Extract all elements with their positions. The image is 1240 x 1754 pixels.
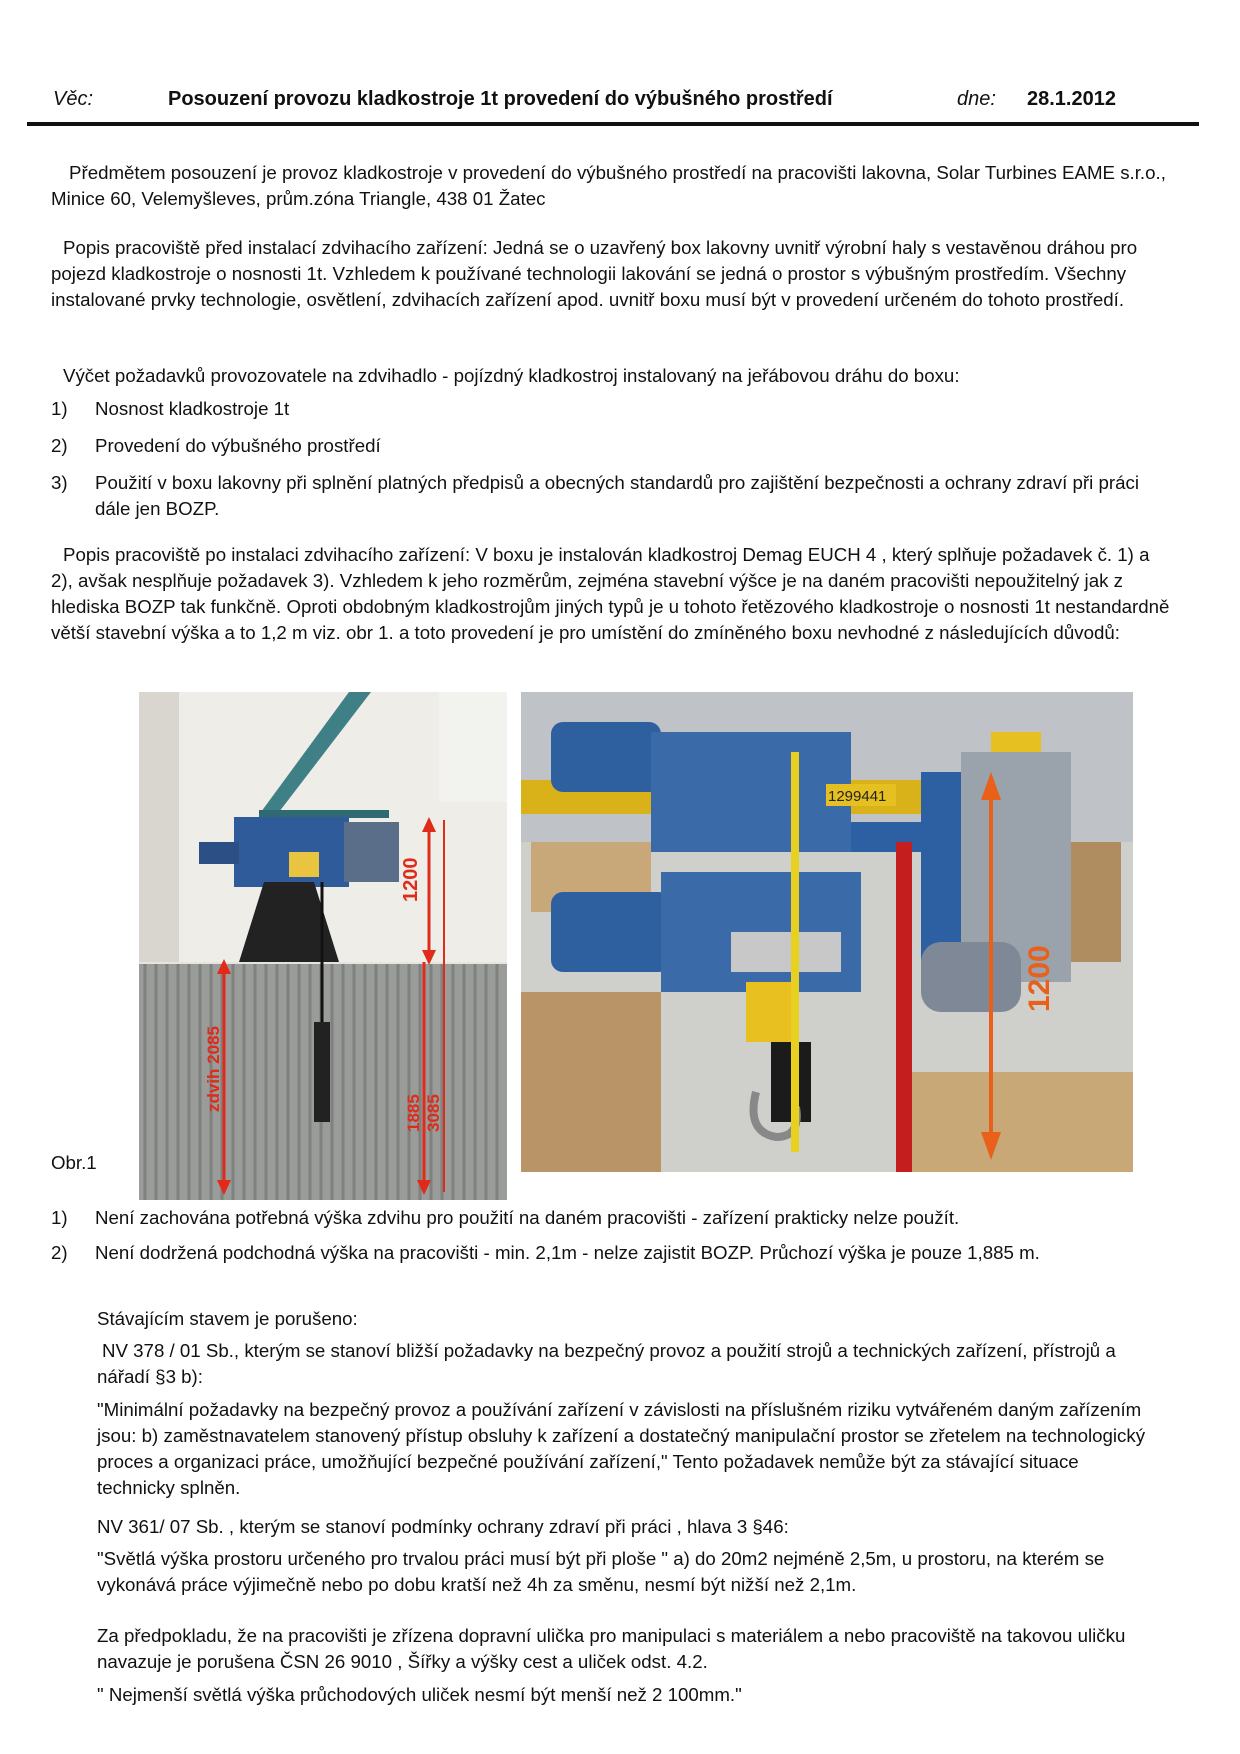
serial-label: 1299441: [828, 788, 887, 805]
nv361-quote: "Světlá výška prostoru určeného pro trvalou práci musí být při ploše " a) do 20m2 nejméně 2,5m, u prostoru, na kterém se vykonává práce výjimečně nebo po dobu kratší než 4h za směnu, nesmí být nižší než 2,1m.: [97, 1548, 1105, 1595]
before-installation-paragraph: Popis pracoviště před instalací zdvihacího zařízení: Jedná se o uzavřený box lakovny uvnitř výrobní haly s vestavěnou dráhou pro pojezd kladkostroje o nosnosti 1t. Vzhledem k používané technologii lakování se jedná o prostor s výbušným prostředím. Všechny instalované prvky technologie, osvětlení, zdvihacích zařízení apod. uvnitř boxu musí být v provedení určeném do tohoto prostředí.: [51, 237, 1138, 310]
nv378-quote: "Minimální požadavky na bezpečný provoz a používání zařízení v závislosti na příslušném riziku vytvářeném daným zařízením jsou: b) zaměstnavatelem stanovený přístup obsluhy k zařízení a dostatečný manipulační prostor se zřetelem na technologický proces a organizaci práce, umožňující bezpečné používání zařízení," Tento požadavek nemůže být za stávající situace technicky splněn.: [97, 1399, 1146, 1498]
list-text: Nosnost kladkostroje 1t: [95, 398, 290, 419]
csn-reference: Za předpokladu, že na pracovišti je zřízena dopravní ulička pro manipulaci s materiálem a nebo pracoviště na takovou uličku navazuje je porušena ČSN 26 9010 , Šířky a výšky cest a uliček odst. 4.2.: [97, 1625, 1126, 1672]
list-number: 3): [51, 472, 68, 493]
requirements-intro: Výčet požadavků provozovatele na zdvihadlo - pojízdný kladkostroj instalovaný na jeřábovou dráhu do boxu:: [63, 365, 960, 386]
dim-label-1200: 1200: [1023, 945, 1056, 1012]
list-text: Není dodržená podchodná výška na pracovišti - min. 2,1m - nelze zajistit BOZP. Průchozí výška je pouze 1,885 m.: [95, 1242, 1040, 1263]
dim-label-lift: zdvih 2085: [204, 1026, 223, 1112]
dim-label-1885: 1885: [404, 1094, 423, 1132]
figure-caption: Obr.1: [51, 1152, 97, 1173]
csn-quote: " Nejmenší světlá výška průchodových uliček nesmí být menší než 2 100mm.": [97, 1684, 742, 1705]
list-item: [51, 433, 1181, 459]
nv361-reference: NV 361/ 07 Sb. , kterým se stanoví podmínky ochrany zdraví při práci , hlava 3 §46:: [97, 1516, 789, 1537]
dim-label-1200: 1200: [400, 857, 422, 902]
document-date: 28.1.2012: [1027, 88, 1116, 110]
photo-hoist-detail: [521, 692, 1133, 1172]
list-item: [51, 1240, 1181, 1294]
photo-hoist-installed: [139, 692, 507, 1200]
intro-paragraph: Předmětem posouzení je provoz kladkostroje v provedení do výbušného prostředí na pracovišti lakovna, Solar Turbines EAME s.r.o., Minice 60, Velemyšleves, prům.zóna Triangle, 438 01 Žatec: [51, 162, 1166, 209]
nv378-reference: NV 378 / 01 Sb., kterým se stanoví bližší požadavky na bezpečný provoz a použití strojů a technických zařízení, přístrojů a nářadí §3 b):: [97, 1340, 1116, 1387]
document-title: Posouzení provozu kladkostroje 1t provedení do výbušného prostředí: [168, 88, 833, 110]
list-text: Použití v boxu lakovny při splnění platných předpisů a obecných standardů pro zajištění bezpečnosti a ochrany zdraví při práci dále jen BOZP.: [95, 472, 1139, 519]
list-number: 2): [51, 435, 68, 456]
list-text: Není zachována potřebná výška zdvihu pro použití na daném pracovišti - zařízení prakticky nelze použít.: [95, 1207, 960, 1228]
header-divider: [27, 122, 1199, 126]
list-item: [51, 470, 1181, 524]
list-item: [51, 396, 1181, 422]
date-label: dne:: [957, 88, 996, 110]
list-text: Provedení do výbušného prostředí: [95, 435, 381, 456]
subject-label: Věc:: [53, 88, 94, 110]
after-installation-paragraph: Popis pracoviště po instalaci zdvihacího zařízení: V boxu je instalován kladkostroj Demag EUCH 4 , který splňuje požadavek č. 1) a 2), avšak nesplňuje požadavek 3). Vzhledem k jeho rozměrům, zejména stavební výšce je na daném pracovišti nepoužitelný jak z hlediska BOZP tak funkčně. Oproti obdobným kladkostrojům jiných typů je u tohoto řetězového kladkostroje o nosnosti 1t nestandardně větší stavební výška a to 1,2 m viz. obr 1. a toto provedení je pro umístění do zmíněného boxu nevhodné z následujících důvodů:: [51, 544, 1170, 643]
violations-heading: Stávajícím stavem je porušeno:: [97, 1308, 358, 1329]
list-number: 1): [51, 398, 68, 419]
list-number: 2): [51, 1242, 68, 1263]
list-number: 1): [51, 1207, 68, 1228]
dim-label-3085: 3085: [424, 1094, 443, 1132]
list-item: [51, 1205, 1181, 1231]
